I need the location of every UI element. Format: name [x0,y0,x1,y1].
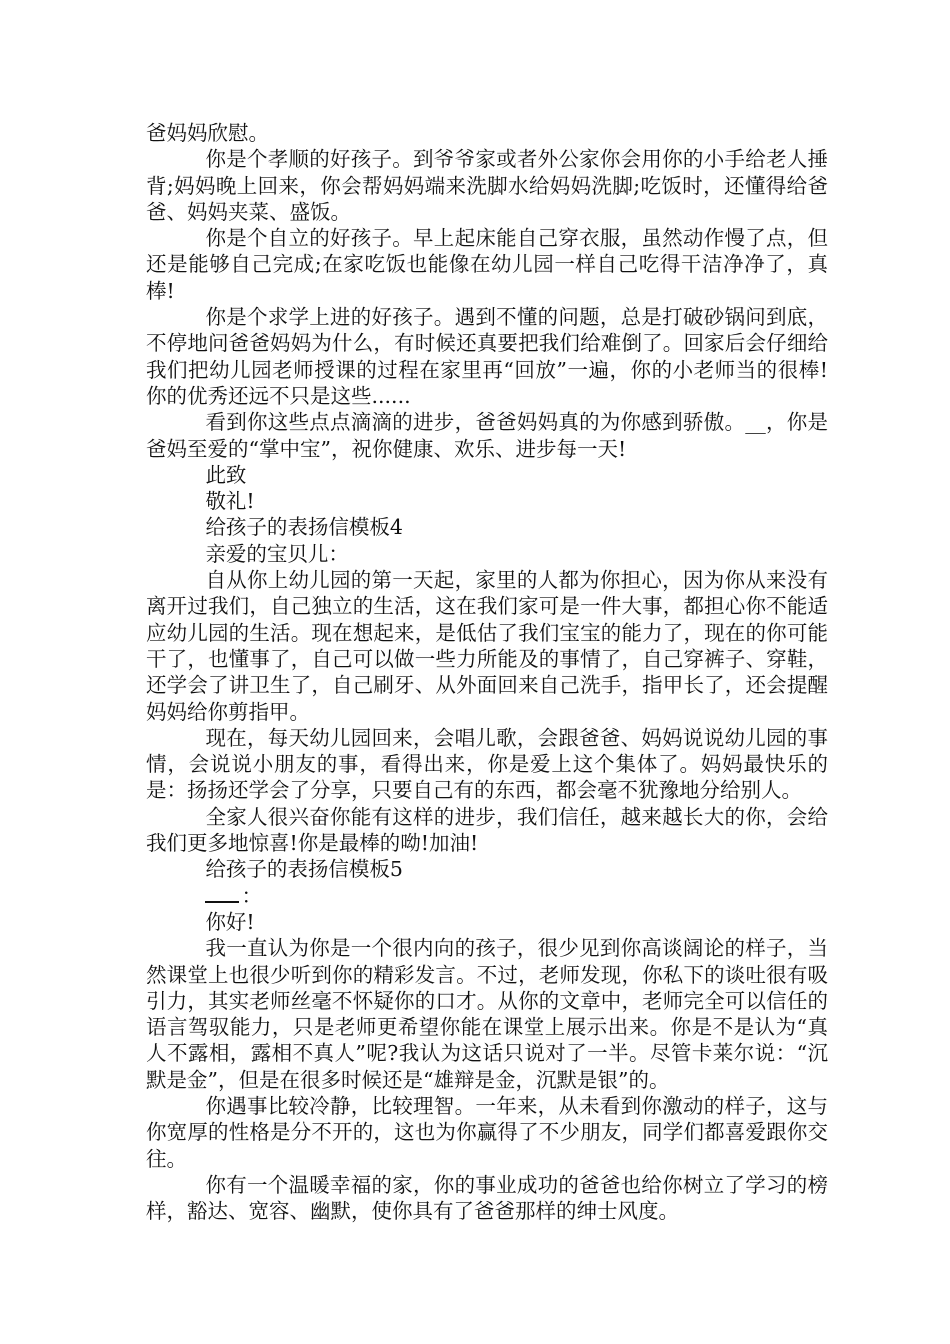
greeting-hello: 你好! [205,909,255,934]
paragraph-home: 你有一个温暖幸福的家，你的事业成功的爸爸也给你树立了学习的榜样，豁达、宽容、幽默，使你具有了爸爸那样的绅士风度。 [146,1172,828,1224]
paragraph-proud: 看到你这些点点滴滴的进步，爸爸妈妈真的为你感到骄傲。__，你是爸妈至爱的“掌中宝”，祝你健康、欢乐、进步每一天! [146,410,828,461]
letter-body [146,120,828,1224]
paragraph-family: 全家人很兴奋你能有这样的进步，我们信任，越来越长大的你，会给我们更多地惊喜!你是最棒的呦!加油! [146,804,828,856]
paragraph-calm: 你遇事比较冷静，比较理智。一年来，从未看到你激动的样子，这与你宽厚的性格是分不开的，这也为你赢得了不少朋友，同学们都喜爱跟你交往。 [146,1093,828,1171]
paragraph-filial: 你是个孝顺的好孩子。到爷爷家或者外公家你会用你的小手给老人捶背;妈妈晚上回来，你会帮妈妈端来洗脚水给妈妈洗脚;吃饭时，还懂得给爸爸、妈妈夹菜、盛饭。 [146,147,828,224]
paragraph-daily: 现在，每天幼儿园回来，会唱儿歌，会跟爸爸、妈妈说说幼儿园的事情，会说说小朋友的事，看得出来，你是爱上这个集体了。妈妈最快乐的是：扬扬还学会了分享，只要自己有的东西，都会毫不犹豫地分给别人。 [146,725,828,803]
salutation-baby: 亲爱的宝贝儿： [205,541,349,566]
paragraph-kindergarten: 自从你上幼儿园的第一天起，家里的人都为你担心，因为你从来没有离开过我们，自己独立的生活，这在我们家可是一件大事，都担心你不能适应幼儿园的生活。现在想起来，是低估了我们宝宝的能力了，现在的你可能干了，也懂事了，自己可以做一些力所能及的事情了，自己穿裤子、穿鞋，还学会了讲卫生了，自己刷牙、从外面回来自己洗手，指甲长了，还会提醒妈妈给你剪指甲。 [146,568,828,724]
template-4-heading: 给孩子的表扬信模板4 [205,515,403,540]
closing-jingli: 敬礼! [205,489,255,514]
name-blank [205,883,239,903]
paragraph-studious: 你是个求学上进的好孩子。遇到不懂的问题，总是打破砂锅问到底，不停地问爸爸妈妈为什么，有时候还真要把我们给难倒了。回家后会仔细给我们把幼儿园老师授课的过程在家里再“回放”一遍，你的小老师当的很棒!你的优秀还远不只是这些...... [146,305,828,408]
paragraph-independent: 你是个自立的好孩子。早上起床能自己穿衣服，虽然动作慢了点，但还是能够自己完成;在家吃饭也能像在幼儿园一样自己吃得干洁净净了，真棒! [146,226,828,303]
closing-cizhi: 此致 [205,462,247,487]
template-5-heading: 给孩子的表扬信模板5 [205,857,403,882]
recipient-blank-line [146,883,828,909]
paragraph-continuation: 爸妈妈欣慰。 [146,121,269,145]
paragraph-introvert: 我一直认为你是一个很内向的孩子，很少见到你高谈阔论的样子，当然课堂上也很少听到你的精彩发言。不过，老师发现，你私下的谈吐很有吸引力，其实老师丝毫不怀疑你的口才。从你的文章中，老师完全可以信任的语言驾驭能力，只是老师更希望你能在课堂上展示出来。你是不是认为“真人不露相，露相不真人”呢?我认为这话只说对了一半。尽管卡莱尔说：“沉默是金”，但是在很多时候还是“雄辩是金，沉默是银”的。 [146,936,828,1092]
recipient-colon: ： [241,883,262,908]
